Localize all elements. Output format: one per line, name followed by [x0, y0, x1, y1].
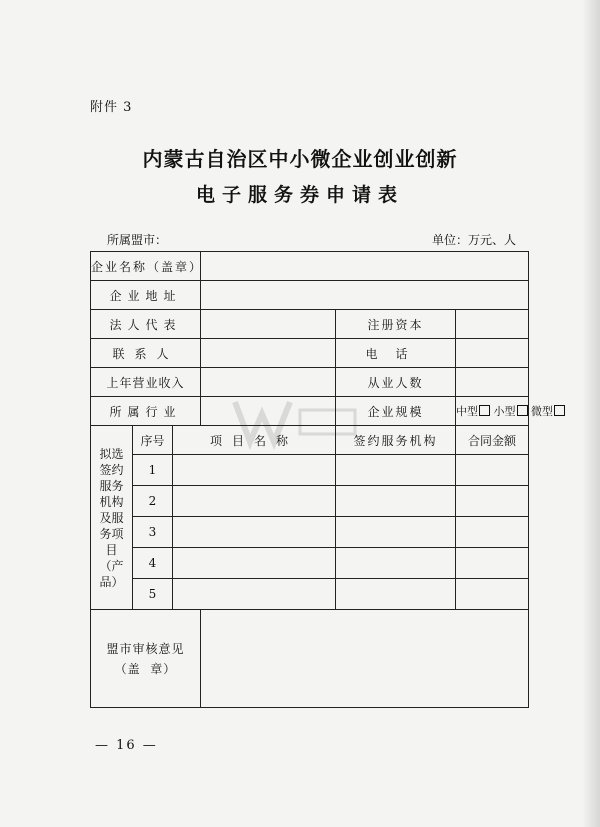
document-title-line2: 电子服务券申请表: [195, 184, 404, 206]
industry-field[interactable]: [201, 397, 336, 426]
row-company-address: [91, 281, 529, 310]
legal-rep-field[interactable]: [201, 310, 336, 339]
col-header-service-org: 签约服务机构: [336, 426, 456, 455]
row-legal-rep: [91, 310, 529, 339]
league-city-label: 所属盟市：: [107, 233, 168, 247]
contract-amount-field[interactable]: [456, 517, 529, 548]
service-org-field[interactable]: [336, 579, 456, 610]
checkbox-small[interactable]: [517, 405, 528, 416]
page-number: — 16 —: [95, 738, 158, 753]
phone-field[interactable]: [456, 339, 529, 368]
industry-label: 所属行业: [91, 397, 201, 426]
service-org-field[interactable]: [336, 517, 456, 548]
attachment-label: 附件 3: [90, 100, 133, 115]
scale-option-medium[interactable]: 中型: [456, 405, 490, 418]
company-address-field[interactable]: [201, 281, 529, 310]
col-header-contract-amount: 合同金额: [456, 426, 529, 455]
project-section-side-label: 拟选 签约 服务 机构 及服 务项 目 （产品）: [91, 426, 133, 610]
review-label: 盟市审核意见 （盖 章）: [91, 610, 201, 708]
row-seq: 1: [133, 455, 173, 486]
project-row: [91, 548, 529, 579]
contract-amount-field[interactable]: [456, 548, 529, 579]
row-seq: 4: [133, 548, 173, 579]
row-contact: [91, 339, 529, 368]
application-form-table: [90, 251, 553, 708]
company-scale-options: [456, 397, 553, 426]
review-row: [91, 610, 529, 708]
document-title-line1: 内蒙古自治区中小微企业创业创新: [142, 147, 458, 171]
company-address-label: 企业地址: [91, 281, 201, 310]
checkbox-medium[interactable]: [479, 405, 490, 416]
contract-amount-field[interactable]: [456, 486, 529, 517]
project-row: [91, 517, 529, 548]
contract-amount-field[interactable]: [456, 455, 529, 486]
row-seq: 2: [133, 486, 173, 517]
checkbox-micro[interactable]: [554, 405, 565, 416]
unit-label: 单位：万元、人: [431, 233, 516, 247]
phone-label: 电话: [336, 339, 456, 368]
registered-capital-label: 注册资本: [336, 310, 456, 339]
review-opinion-field[interactable]: [201, 610, 529, 708]
page-edge-shadow: [582, 0, 600, 827]
project-row: [91, 579, 529, 610]
project-row: [91, 455, 529, 486]
project-name-field[interactable]: [173, 548, 336, 579]
row-seq: 5: [133, 579, 173, 610]
contact-label: 联系人: [91, 339, 201, 368]
project-name-field[interactable]: [173, 517, 336, 548]
company-name-label: 企业名称（盖章）: [91, 252, 201, 281]
employees-field[interactable]: [456, 368, 529, 397]
col-header-seq: 序号: [133, 426, 173, 455]
service-org-field[interactable]: [336, 548, 456, 579]
company-name-field[interactable]: [201, 252, 529, 281]
project-name-field[interactable]: [173, 455, 336, 486]
legal-rep-label: 法人代表: [91, 310, 201, 339]
col-header-project-name: 项目名称: [173, 426, 336, 455]
row-seq: 3: [133, 517, 173, 548]
project-row: [91, 486, 529, 517]
row-company-name: [91, 252, 529, 281]
scale-option-micro[interactable]: 微型: [531, 405, 565, 418]
registered-capital-field[interactable]: [456, 310, 529, 339]
contract-amount-field[interactable]: [456, 579, 529, 610]
row-revenue: [91, 368, 529, 397]
last-year-revenue-label: 上年营业收入: [91, 368, 201, 397]
company-scale-label: 企业规模: [336, 397, 456, 426]
project-name-field[interactable]: [173, 579, 336, 610]
project-name-field[interactable]: [173, 486, 336, 517]
service-org-field[interactable]: [336, 486, 456, 517]
last-year-revenue-field[interactable]: [201, 368, 336, 397]
service-org-field[interactable]: [336, 455, 456, 486]
row-industry: [91, 397, 529, 426]
project-header-row: [91, 426, 529, 455]
employees-label: 从业人数: [336, 368, 456, 397]
contact-field[interactable]: [201, 339, 336, 368]
scale-option-small[interactable]: 小型: [494, 405, 528, 418]
